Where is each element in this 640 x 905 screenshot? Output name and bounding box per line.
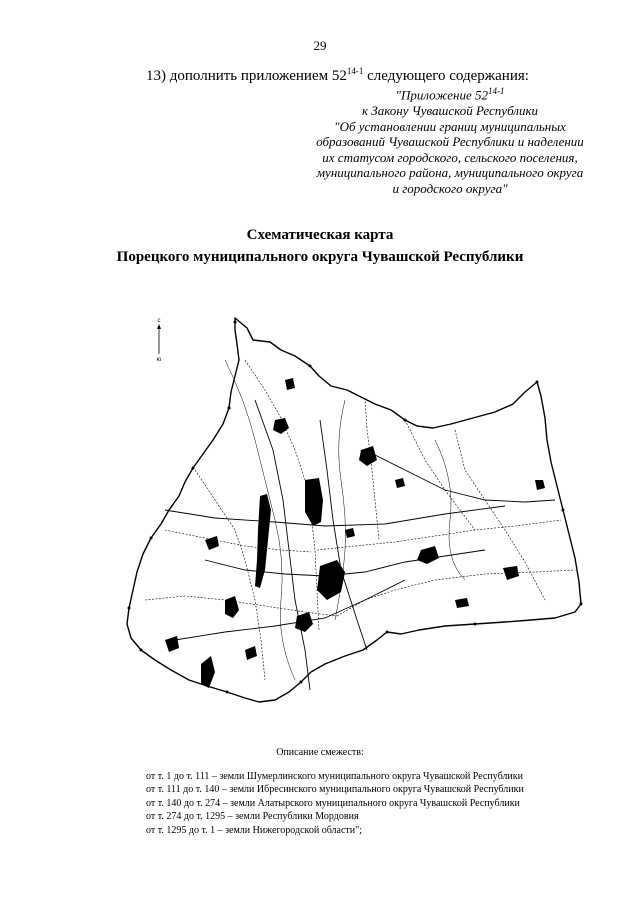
amendment-superscript: 14-1 [346, 66, 364, 76]
appendix-line-7: и городского округа" [392, 180, 508, 196]
appendix-line-4: образований Чувашской Республики и наделении [316, 134, 584, 150]
district-boundary [127, 318, 581, 702]
adjacency-item: от т. 1 до т. 111 – земли Шумерлинского муниципального округа Чувашской Республики [146, 771, 523, 782]
appendix-line-5: их статусом городского, сельского поселения, [322, 149, 578, 165]
appendix-line-2: к Закону Чувашской Республики [361, 102, 539, 118]
amendment-text-after: следующего содержания: [363, 68, 529, 84]
appendix-line-3: "Об установлении границ муниципальных [334, 118, 566, 134]
compass-south-label: ю [156, 357, 162, 363]
map-title-line-2: Порецкого муниципального округа Чувашской Республики [116, 249, 524, 265]
appendix-line-6: муниципального района, муниципального округа [316, 165, 584, 181]
adjacency-item: от т. 111 до т. 140 – земли Ибресинского муниципального округа Чувашской Республики [146, 784, 524, 796]
adjacency-item: от т. 1295 до т. 1 – земли Нижегородской области"; [146, 824, 362, 836]
district-map [105, 300, 605, 730]
compass-north-label: с [157, 318, 161, 324]
appendix-line-1-superscript: 14-1 [488, 86, 505, 96]
adjacency-list [146, 770, 524, 837]
appendix-line-1-text: "Приложение 52 [395, 87, 488, 103]
amendment-line [146, 66, 529, 85]
appendix-line-1 [285, 84, 615, 103]
appendix-header [285, 84, 615, 196]
map-title-line-1: Схематическая карта [246, 227, 394, 243]
adjacency-item: от т. 274 до т. 1295 – земли Республики Мордовия [146, 811, 359, 823]
adjacency-title: Описание смежеств: [276, 747, 364, 758]
page-number: 29 [313, 38, 327, 53]
adjacency-item: от т. 140 до т. 274 – земли Алатырского муниципального округа Чувашской Республики [146, 797, 520, 809]
amendment-text-before: 13) дополнить приложением 52 [146, 68, 347, 84]
